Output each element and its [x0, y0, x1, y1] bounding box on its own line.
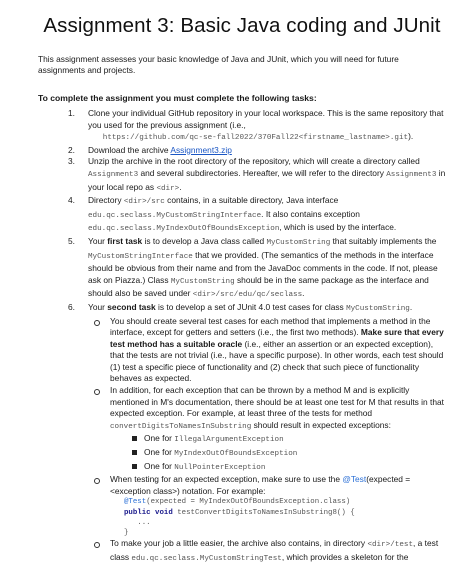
sub-item-oracle: You should create several test cases for each method that implements a method in the interface, except for getters and setters (i.e., the first two methods). Make sure that every test method has a suitable oracle (i.e., either an assertion or an expected exception), that the tests are not trivial (i.e., have a specific purpose). In other words, each test should (1) test a specific piece of functionality and (2) check that such piece of functionality behaves as expected.: [88, 316, 446, 386]
circle-bullet-icon: [94, 478, 100, 484]
square-bullet-icon: [132, 436, 137, 441]
task-item-3: 3. Unzip the archive in the root directory of the repository, which will create a directory called Assignment3 and several subdirectories. Hereafter, we will refer to the directory Assignment3 in your local repo as <dir>.: [68, 156, 446, 193]
page-title: Assignment 3: Basic Java coding and JUnit: [43, 14, 441, 37]
exception-item: One for NullPointerException: [110, 461, 446, 475]
exception-list: [110, 433, 446, 474]
task-item-6: 6. Your second task is to develop a set of JUnit 4.0 test cases for class MyCustomString. You should create several test cases for each method that implements a method in the interface, except for getters and setters (i.e., the first two methods). Make sure that every test method has a suitable oracle (i.e., either an assertion or an expected exception), that the tests are not trivial (i.e., have a specific purpose). In other words, each test should (1) test a specific piece of functionality and (2) check that such piece of functionality behaves as expected. In addition, for each exception that can be thrown by a method M and is explicitly mentioned in M's documentation, there should be at least one test for M that results in that expected exception. For example, at least three of the tests for method convertDigitsToNamesInSubstring should result in expected exceptions: One for IllegalArgumentException One for MyIndexOutOfBoundsException One for NullPointerException When testing for an expected exception, make sure to use the @Test(expected = <exception class>) notation. For example: @Test(expected = MyIndexOutOfBoundsException.class) public void testConvertDigitsToNamesInSubstring8() { ... } To make your job a little easier, the archive also contains, in directory <dir>/test, a test class edu.qc.seclass.MyCustomStringTest, which provides a skeleton for the: [32, 302, 452, 566]
tasks-heading: To complete the assignment you must complete the following tasks:: [38, 93, 317, 103]
circle-bullet-icon: [94, 542, 100, 548]
task-item-5: 5. Your first task is to develop a Java class called MyCustomString that suitably implements the MyCustomStringInterface that we provided. (The semantics of the methods in the interface should be obvious from their name and from the JavaDoc comments in the code. If not, please ask on Piazza.) Class MyCustomString should be in the same package as the interface and should also be saved under <dir>/src/edu/qc/seclass.: [68, 235, 438, 300]
square-bullet-icon: [132, 450, 137, 455]
exception-item: One for MyIndexOutOfBoundsException: [110, 447, 446, 461]
task-item-2: 2. Download the archive Assignment3.zip: [68, 144, 232, 155]
sub-item-exceptions: In addition, for each exception that can be thrown by a method M and is explicitly mentioned in M's documentation, there should be at least one test for M that results in that expected exception. For example, at least three of the tests for method convertDigitsToNamesInSubstring should result in expected exceptions: One for IllegalArgumentException One for MyIndexOutOfBoundsException One for NullPointerException: [88, 385, 446, 474]
code-example: @Test(expected = MyIndexOutOfBoundsException.class) public void testConvertDigitsToNamesInSubstring8() { ... }: [124, 498, 355, 538]
task-list: [32, 108, 452, 565]
repo-url: https://github.com/qc-se-fall2022/370Fall22<firstname_lastname>.git: [102, 134, 409, 143]
circle-bullet-icon: [94, 320, 100, 326]
circle-bullet-icon: [94, 389, 100, 395]
sub-item-expected-notation: When testing for an expected exception, make sure to use the @Test(expected = <exception class>) notation. For example: @Test(expected = MyIndexOutOfBoundsException.class) public void testConvertDigitsToNamesInSubstring8() { ... }: [88, 474, 446, 538]
task-6-sublist: [88, 316, 446, 566]
square-bullet-icon: [132, 464, 137, 469]
exception-item: One for IllegalArgumentException: [110, 433, 446, 447]
assignment-zip-link[interactable]: Assignment3.zip: [170, 144, 232, 155]
sub-item-test-skeleton: To make your job a little easier, the archive also contains, in directory <dir>/test, a test class edu.qc.seclass.MyCustomStringTest, which provides a skeleton for the: [88, 538, 446, 565]
task-item-1: 1. Clone your individual GitHub repository in your local workspace. This is the same repository that you used for the previous assignment (i.e., https://github.com/qc-se-fall2022/370Fall22<firstname_lastname>.git).: [68, 108, 444, 143]
task-item-4: 4. Directory <dir>/src contains, in a suitable directory, Java interface edu.qc.seclass.MyCustomStringInterface. It also contains exception edu.qc.seclass.MyIndexOutOfBoundsException, which is used by the interface.: [68, 195, 397, 234]
intro-paragraph: This assignment assesses your basic knowledge of Java and JUnit, which you will need for future assignments and projects.: [38, 54, 399, 75]
